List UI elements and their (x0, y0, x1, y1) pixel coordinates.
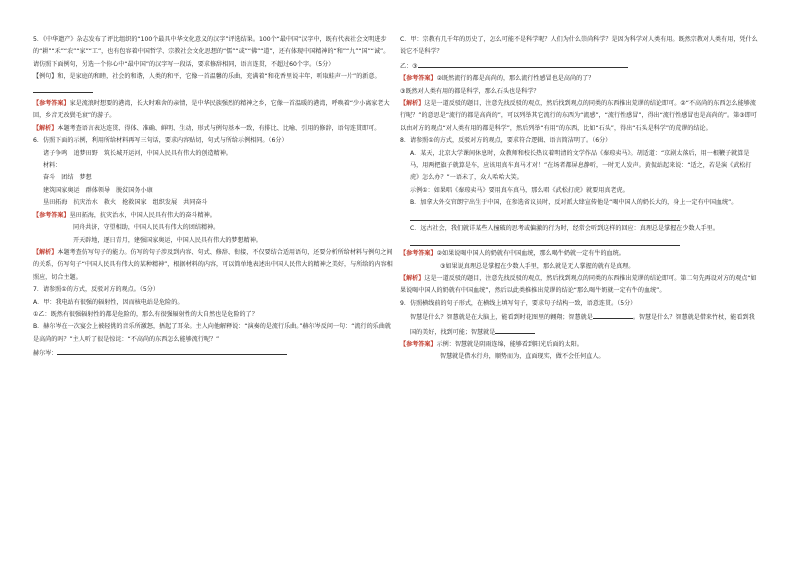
answer-label: 【参考答案】 (400, 340, 437, 348)
answer-blank[interactable] (418, 59, 628, 68)
analysis-8: 【解析】这是一道反驳的题目，注意先找反驳的观点，然后找到观点的同类的东西推出荒谬的结论即可。第二句先再设对方的观点“如果说喝中国人的奶就有中国血统”，然后以此类推推出荒谬的结论“那么喝牛奶就一定有牛的血统”。 (400, 274, 757, 295)
answer-6: 【参考答案】垦田拓海，抗灾治水，中国人民具有伟大的奋斗精神。 (33, 211, 216, 219)
question-7: 7．请参照①的方式，反驳对方的观点。（5分） (33, 286, 159, 294)
answer-blank[interactable] (57, 346, 287, 355)
analysis-5: 【解析】本题考查语言表达连贯、得体、准确、鲜明、生动，形式与例句基本一致，有排比、比喻、引用的修辞，语句连贯即可。 (33, 124, 381, 132)
question-7-c: C．甲：宗教有几千年的历史了，怎么可能不是科学呢？人们为什么崇尚科学？是因为科学对人类有用。既然宗教对人类有用，凭什么说它不是科学？ (400, 36, 758, 56)
question-8: 8．请参照①的方式，反驳对方的观点，要求符合逻辑、语言简洁明了。（6分） (400, 137, 612, 145)
answer-blank[interactable] (495, 325, 535, 334)
analysis-label: 【解析】 (400, 274, 425, 282)
question-8-b: B．加拿大外交官朗宁出生于中国，在参选省议员时，反对派大肆宣传他是“喝中国人的奶长大的，身上一定有中国血统”。 (410, 199, 738, 207)
answer-blank[interactable] (593, 310, 633, 319)
right-column (400, 34, 760, 364)
answer-line[interactable] (410, 236, 680, 246)
answer-6-b: 同舟共济，守望相助，中国人民具有伟大的团结精神。 (73, 224, 220, 232)
analysis-6: 【解析】本题考查仿写句子的能力。仿写的句子涉及到内容、句式、修辞、衔接，不仅要结合适用语句，还要分析所给材料与例句之间的关系，仿写句子“中国人民具有伟大的某种精神”，根据材料的内容，可以简单地表述出中国人民伟大的精神之美好，与所给的内容相照应，切合主题。 (33, 248, 393, 281)
question-7-a: A．甲：我电站有很强的辐射性，因而核电站是危险的。 (33, 298, 184, 306)
question-9: 9．仿照横线前的句子形式，在横线上填写句子，要求句子结构一致，语意连贯。（5分） (400, 299, 637, 307)
answer-6-c: 开天辟地，逐日青月，建强国家奥运，中国人民具有伟大的梦想精神。 (73, 236, 262, 244)
answer-label: 【参考答案】 (33, 211, 70, 219)
answer-blank (33, 84, 93, 93)
answer-9-b: 智慧就是借水行舟，顺势而为，直面现实，做不会任何直人。 (440, 353, 605, 361)
answer-label: 【参考答案】 (400, 75, 437, 83)
answer-label: 【参考答案】 (33, 100, 70, 108)
answer-5: 【参考答案】家是流浪时想要的港湾，长大时难舍的亲情，是中华民族强烈的精神之乡，它像一首温暖的港湾，呼唤着“少小离家老大回，乡音无改鬓毛衰”的游子。 (33, 100, 390, 120)
question-9-prompt: 智慧是什么？智慧就是在大脑上，能看到时花图里的翱翔；智慧就是 。智慧是什么？智慧就是借来竹杖，能看到我国的美好，找到可能；智慧就是 (400, 310, 760, 339)
answer-8-b: ③如果说真理总是掌握在少数人手里，那么就是无人掌握的就有是真理。 (440, 262, 635, 270)
analysis-label: 【解析】 (33, 124, 58, 132)
question-8-c: C．远古社会，我们就详某些人撞破的思考或偏激的行为时，经常会听到这样的回应：真理总是掌握在少数人手里。 (410, 224, 719, 232)
question-7-b: B．赫尔岑在一次宴会上被轻佻的音乐所激怒，捂起了耳朵。主人向他解释说：“演奏的是流行乐曲。”赫尔岑反问一句：“流行的乐曲就是高尚的吗？”主人听了很是惊诧：“不高尚的东西怎么能够流行呢？” (33, 323, 391, 343)
question-5: 5．《中华遗产》杂志发布了评比组织的“100个最具中华文化意义的汉字”评选结果。100个“最中国”汉字中，既有代表社会文明进步的“耕”“禾”“农”“家”“工”，也有包容着中国哲学、宗教社会文化思想的“儒”“或”“佛”“道”，还有体现中国精神的“和”“九”“国”“诚”。请仿照下面例句，另选一个你心中“最中国”的汉字写一段话，要求修辞相同，语言连贯，不超过60个字。（5分） (33, 36, 390, 68)
question-6: 6．仿照下面的示例，利用所给材料再写三句话，要求内容贴切，句式与所给示例相同。（6分） (33, 137, 288, 145)
answer-8: 【参考答案】②如果说喝中国人的奶就有中国血统，那么喝牛奶就一定有牛的血统。 (400, 250, 625, 258)
question-8-a: A．某天，北京大学课间休息时，众教师和校长热议着明清的文学作品《秦琼卖马》。胡适道：“京剧太落后，用一根鞭子就算是马，用两把旗子就算是车，应该用真车真马才对！”在场者都屏息静听，一时无人发声。黄侃站起来说：“适之，若是演《武松打虎》怎么办？”一语未了，众人哈哈大笑。 (410, 149, 752, 182)
answer-line[interactable] (410, 211, 680, 221)
question-7-a-reply: ①乙：既然有很强辐射性的都是危险的，那么有很强辐射性的大自然也是危险的了？ (33, 310, 258, 318)
analysis-label: 【解析】 (400, 100, 425, 108)
answer-7-b: ③既然对人类有用的都是科学，那么石头也是科学？ (400, 87, 540, 95)
reply-line: 乙：③ (400, 59, 760, 73)
analysis-label: 【解析】 (33, 248, 58, 256)
left-column (33, 34, 393, 361)
material-label: 材料： (43, 162, 62, 170)
example-sentence: 【例句】和，是家庭的和睦，社会的和谐，人类的和平，它像一首温馨的乐曲，充满着“和花香里说丰年，听取蛙声一片”的新意。 (33, 71, 393, 98)
answer-label: 【参考答案】 (400, 250, 437, 258)
answer-9: 【参考答案】示例：智慧就是阴雨连绵，能够看到阳光后面的太阳。 (400, 340, 583, 348)
material-line-2: 垦田拓海 抗灾治水 救火 抢救国家 组织发展 共同奋斗 (43, 199, 208, 207)
example-1: 示例①：如果唱《秦琼卖马》要用真车真马，那么唱《武松打虎》就要用真老虎。 (410, 186, 629, 194)
sample-sentence: 诸子争鸣 追梦田野 筑长城开运河，中国人民具有伟大的创造精神。 (43, 149, 232, 157)
material-line-1: 建筑国家奥运 群体领导 脱贫国务小康 (43, 186, 153, 194)
herzen-reply: 赫尔岑： (33, 346, 393, 360)
answer-7: 【参考答案】②既然流行的都是高尚的，那么流行性感冒也是高尚的了？ (400, 75, 595, 83)
material-words: 奋斗 团结 梦想 (43, 174, 92, 182)
analysis-7: 【解析】这是一道反驳的题目，注意先找反驳的观点，然后找到观点的同类的东西推出荒谬的结论即可。②“不高尚的东西怎么能够流行呢？”的意思是“流行的都是高尚的”，可以列举其它流行的东西为“流感”，“流行性感冒”，得出“流行性感冒也是高尚的”。第③即可以由对方的观点“对人类有用的都是科学”，然后列举“有用”的东西，比如“石头”，得出“石头是科学”的荒谬的结论。 (400, 100, 757, 132)
